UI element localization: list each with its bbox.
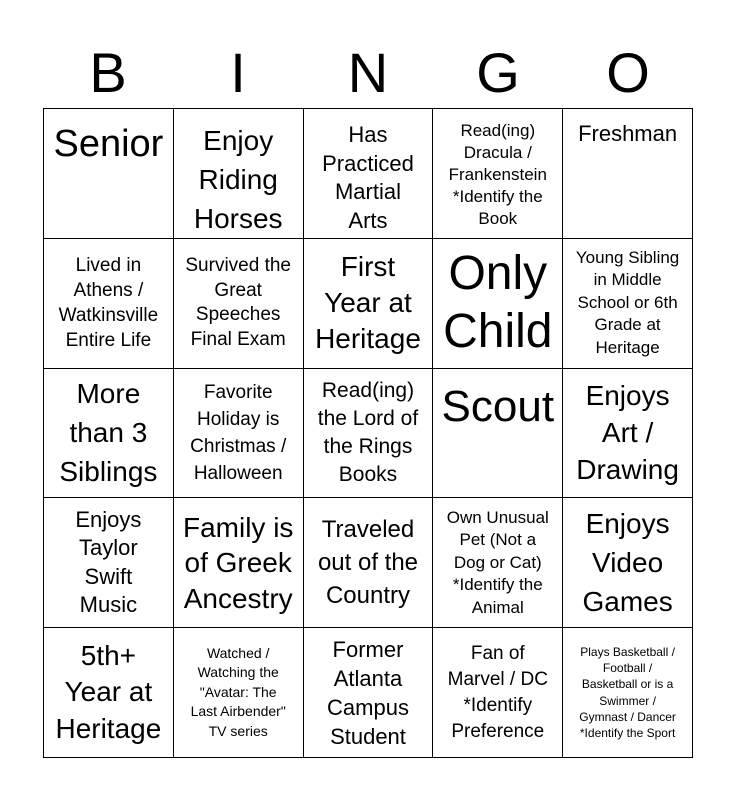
bingo-cell[interactable]: Favorite Holiday is Christmas / Halloween [174,369,304,499]
bingo-cell[interactable]: Has Practiced Martial Arts [304,109,434,239]
bingo-cell[interactable]: Fan of Marvel / DC *Identify Preference [433,628,563,758]
bingo-cell[interactable]: Lived in Athens / Watkinsville Entire Life [44,239,174,369]
bingo-cell[interactable]: Own Unusual Pet (Not a Dog or Cat) *Identify the Animal [433,498,563,628]
bingo-cell[interactable]: Traveled out of the Country [304,498,434,628]
bingo-cell[interactable]: 5th+ Year at Heritage [44,628,174,758]
bingo-cell[interactable]: Only Child [433,239,563,369]
bingo-cell[interactable]: Freshman [563,109,693,239]
bingo-header [43,38,693,108]
bingo-cell[interactable]: Survived the Great Speeches Final Exam [174,239,304,369]
bingo-cell[interactable]: Read(ing) Dracula / Frankenstein *Identify the Book [433,109,563,239]
header-letter-o: O [606,41,650,104]
bingo-cell[interactable]: Senior [44,109,174,239]
header-letter-n: N [347,41,389,104]
bingo-cell[interactable]: More than 3 Siblings [44,369,174,499]
bingo-cell[interactable]: Watched / Watching the "Avatar: The Last Airbender" TV series [174,628,304,758]
bingo-cell[interactable]: Enjoys Art / Drawing [563,369,693,499]
header-letter-i: I [230,41,246,104]
bingo-cell[interactable]: Read(ing) the Lord of the Rings Books [304,369,434,499]
header-letter-g: G [476,41,520,104]
bingo-cell[interactable]: Former Atlanta Campus Student [304,628,434,758]
bingo-cell[interactable]: Enjoys Video Games [563,498,693,628]
bingo-cell[interactable]: Family is of Greek Ancestry [174,498,304,628]
bingo-cell[interactable]: Scout [433,369,563,499]
bingo-cell[interactable]: First Year at Heritage [304,239,434,369]
bingo-grid [43,108,693,758]
bingo-cell[interactable]: Young Sibling in Middle School or 6th Grade at Heritage [563,239,693,369]
header-letter-b: B [89,41,127,104]
bingo-cell[interactable]: Plays Basketball / Football / Basketball or is a Swimmer / Gymnast / Dancer *Identify the Sport [563,628,693,758]
bingo-cell[interactable]: Enjoy Riding Horses [174,109,304,239]
bingo-cell[interactable]: Enjoys Taylor Swift Music [44,498,174,628]
